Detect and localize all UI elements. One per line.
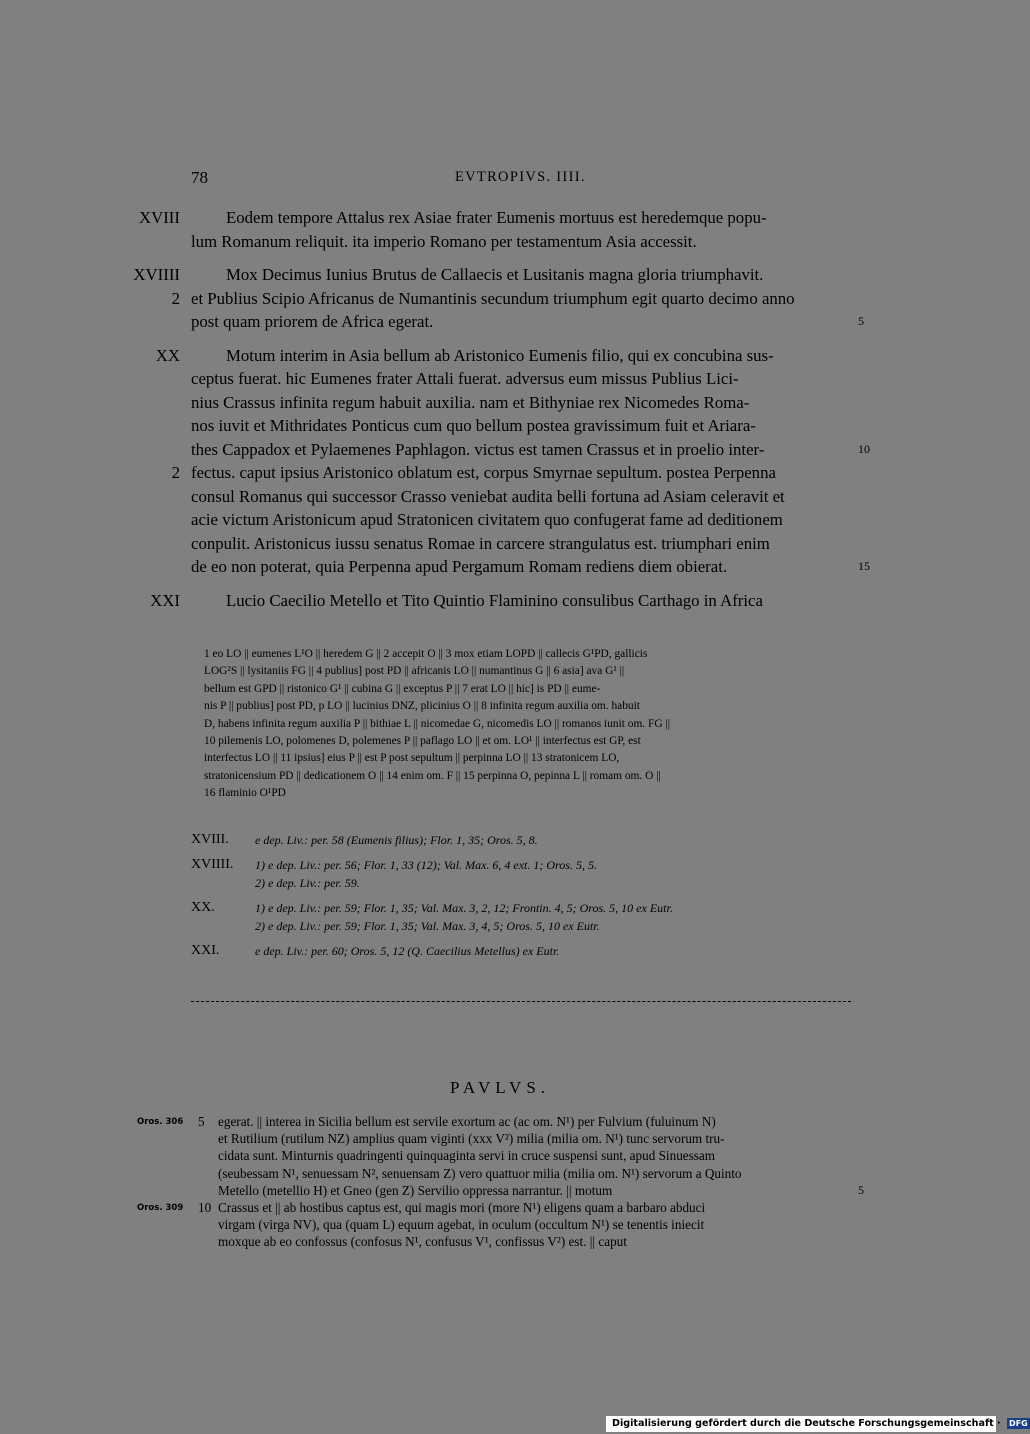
paulus-line	[0, 1199, 1000, 1216]
margin-line-number: 10	[858, 441, 870, 456]
source-text: e dep. Liv.: per. 60; Oros. 5, 12 (Q. Caecilius Metellus) ex Eutr.	[255, 943, 560, 958]
line-text: nos iuvit et Mithridates Ponticus cum quo bellum postea gravissimum fuit et Ariara-	[191, 416, 756, 435]
paulus-line	[0, 1216, 1000, 1233]
running-head	[0, 168, 1000, 190]
line-text: conpulit. Aristonicus iussu senatus Romae in carcere strangulatus est. triumphari enim	[191, 533, 770, 553]
orosius-reference: Oros. 309	[137, 1202, 184, 1213]
source-references	[191, 831, 856, 960]
line-reference-number: 10	[198, 1199, 212, 1215]
text-line	[0, 461, 1000, 485]
apparatus-line: 16 flaminio O¹PD	[204, 787, 286, 800]
apparatus-line: bellum est GPD || ristonico G¹ || cubina G || exceptus P || 7 erat LO || hic] is PD || eume-	[204, 682, 601, 695]
paulus-text-line: cidata sunt. Minturnis quadringenti quinquaginta servi in cruce suspensi sunt, apud Sinuessam	[218, 1148, 716, 1164]
apparatus-line: stratonicensium PD || dedicationem O || 14 enim om. F || 15 perpinna O, pepinna L || romam om. O ||	[204, 769, 661, 782]
line-text: Lucio Caecilio Metello et Tito Quintio Flaminino consulibus Carthago in Africa	[226, 590, 763, 610]
apparatus-line: D, habens infinita regum auxilia P || bithiae L || nicomedae G, nicomedis LO || romanos iunit om. FG ||	[204, 717, 670, 730]
paulus-line	[0, 1147, 1000, 1164]
text-line	[0, 230, 1000, 254]
running-title: EVTROPIVS. IIII.	[455, 169, 586, 185]
dfg-logo-icon: DFG	[1009, 1418, 1028, 1428]
source-text: 1) e dep. Liv.: per. 56; Flor. 1, 33 (12); Val. Max. 6, 4 ext. 1; Oros. 5, 5.	[255, 857, 597, 872]
text-line	[0, 589, 1000, 613]
line-text: Eodem tempore Attalus rex Asiae frater Eumenis mortuus est heredemque popu-	[226, 208, 767, 227]
paulus-text-line: et Rutilium (rutilum NZ) amplius quam viginti (xxx V²) milia (milia om. N¹) tunc servorum tru-	[218, 1131, 725, 1147]
text-line	[0, 414, 1000, 438]
line-text: ceptus fuerat. hic Eumenes frater Attali fuerat. adversus eum missus Publius Lici-	[191, 369, 739, 388]
source-text: 1) e dep. Liv.: per. 59; Flor. 1, 35; Val. Max. 3, 2, 12; Frontin. 4, 5; Oros. 5, 10 ex Eutr.	[255, 900, 673, 915]
text-line	[0, 508, 1000, 532]
section-divider	[191, 1001, 851, 1002]
text-line	[0, 287, 1000, 311]
line-text: acie victum Aristonicum apud Stratonicen civitatem quo confugerat fame ad deditionem	[191, 510, 783, 529]
paragraph-gap	[0, 253, 1000, 263]
chapter-number: 2	[171, 288, 180, 308]
paulus-text-line: Metello (metellio H) et Gneo (gen Z) Servilio oppressa narrantur. || motum	[218, 1182, 613, 1198]
apparatus-line: 1 eo LO || eumenes L¹O || heredem G || 2 accepit O || 3 mox etiam LOPD || callecis G¹PD, gallicis	[204, 648, 648, 660]
apparatus-line: nis P || publius] post PD, p LO || lucinius DNZ, plicinius O || 8 infinita regum auxilia om. habuit	[204, 700, 640, 713]
text-line	[0, 263, 1000, 287]
chapter-number: XX	[155, 345, 180, 365]
paragraph-gap	[0, 334, 1000, 344]
source-row	[191, 917, 856, 936]
source-row	[191, 874, 856, 893]
text-line	[0, 532, 1000, 556]
chapter-number: XVIII	[138, 208, 180, 227]
apparatus-line: interfectus LO || 11 ipsius] eius P || est P post sepultum || perpinna LO || 13 stratonicem LO,	[204, 752, 620, 765]
margin-line-number: 5	[858, 1182, 864, 1197]
footer-text: Digitalisierung gefördert durch die Deutsche Forschungsgemeinschaft ·	[612, 1418, 1001, 1429]
apparatus-line: LOG²S || lysitaniis FG || 4 publius] post PD || africanis LO || numantinus G || 6 asia] ava G¹ ||	[204, 665, 625, 678]
paulus-line	[0, 1165, 1000, 1182]
source-row	[191, 942, 856, 961]
critical-apparatus	[204, 646, 852, 803]
line-text: thes Cappadox et Pylaemenes Paphlagon. victus est tamen Crassus et in proelio inter-	[191, 439, 765, 459]
paulus-line	[0, 1130, 1000, 1147]
text-line	[0, 555, 1000, 579]
paulus-line	[0, 1233, 1000, 1250]
chapter-number: XVIIII	[133, 265, 180, 284]
paulus-line	[0, 1182, 1000, 1199]
section-title: PAVLVS.	[449, 1078, 551, 1097]
main-text	[0, 206, 1000, 612]
line-text: consul Romanus qui successor Crasso veniebat audita belli fortuna ad Asiam celeravit et	[191, 486, 785, 506]
text-line	[0, 367, 1000, 391]
orosius-reference: Oros. 306	[137, 1117, 184, 1127]
text-line	[0, 438, 1000, 462]
line-text: Motum interim in Asia bellum ab Aristonico Eumenis filio, qui ex concubina sus-	[226, 345, 774, 365]
text-line	[0, 206, 1000, 230]
text-line	[0, 344, 1000, 368]
source-label: XX.	[191, 899, 215, 915]
source-label: XVIII.	[191, 832, 229, 847]
source-row	[191, 899, 856, 918]
source-text: 2) e dep. Liv.: per. 59.	[255, 876, 360, 890]
paulus-text-line: virgam (virga NV), qua (quam L) equum agebat, in oculum (occultum N¹) se tenentis iniecit	[218, 1217, 705, 1233]
line-reference-number: 5	[198, 1114, 205, 1129]
source-label: XVIIII.	[191, 856, 234, 872]
paulus-text-line: egerat. || interea in Sicilia bellum est servile exortum ac (ac om. N¹) per Fulvium (fuluinum N)	[218, 1114, 716, 1129]
chapter-number: 2	[171, 463, 180, 482]
line-text: fectus. caput ipsius Aristonico oblatum est, corpus Smyrnae sepultum. postea Perpenna	[191, 463, 776, 482]
text-line	[0, 485, 1000, 509]
source-row	[191, 856, 856, 875]
paulus-text-line: Crassus et || ab hostibus captus est, qui magis mori (more N¹) eligens quam a barbaro abduci	[218, 1199, 706, 1215]
text-line	[0, 310, 1000, 334]
paulus-text-line: (seubessam N¹, senuessam N², senuensam Z) vero quattuor milia (milia om. N¹) servorum a Quinto	[218, 1165, 742, 1181]
margin-line-number: 15	[858, 559, 870, 573]
paulus-line	[0, 1113, 1000, 1130]
line-text: post quam priorem de Africa egerat.	[191, 312, 434, 331]
margin-line-number: 5	[858, 314, 864, 328]
chapter-number: XXI	[150, 590, 180, 610]
line-text: Mox Decimus Iunius Brutus de Callaecis et Lusitanis magna gloria triumphavit.	[226, 265, 764, 284]
source-row	[191, 831, 856, 850]
page-number: 78	[191, 168, 208, 187]
source-text: 2) e dep. Liv.: per. 59; Flor. 1, 35; Val. Max. 3, 4, 5; Oros. 5, 10 ex Eutr.	[255, 919, 600, 933]
text-line	[0, 391, 1000, 415]
apparatus-line: 10 pilemenis LO, polomenes D, polemenes P || paflago LO || et om. LO¹ || interfectus est GP, est	[204, 735, 641, 748]
paragraph-gap	[0, 579, 1000, 589]
line-text: nius Crassus infinita regum habuit auxilia. nam et Bithyniae rex Nicomedes Roma-	[191, 392, 750, 412]
digitization-footer	[606, 1416, 1028, 1432]
paulus-text	[0, 1113, 1000, 1251]
line-text: et Publius Scipio Africanus de Numantinis secundum triumphum egit quarto decimo anno	[191, 288, 795, 308]
line-text: de eo non poterat, quia Perpenna apud Pergamum Romam rediens diem obierat.	[191, 557, 728, 576]
line-text: lum Romanum reliquit. ita imperio Romano per testamentum Asia accessit.	[191, 231, 697, 251]
paulus-text-line: moxque ab eo confossus (confosus N¹, confusus V¹, confissus V²) est. || caput	[218, 1234, 627, 1250]
source-text: e dep. Liv.: per. 58 (Eumenis filius); Flor. 1, 35; Oros. 5, 8.	[255, 833, 538, 847]
source-label: XXI.	[191, 942, 220, 958]
